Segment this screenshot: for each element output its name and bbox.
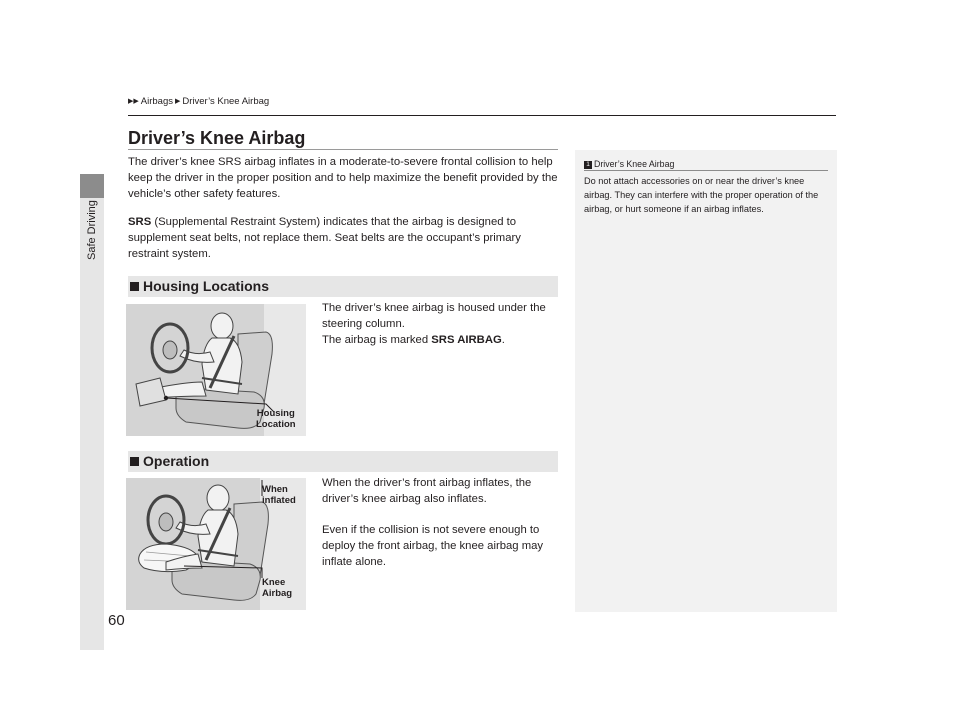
intro-paragraph: The driver’s knee SRS airbag inflates in a moderate-to-severe frontal collision to help keep the driver in the proper position and to help maximize the benefit provided by the vehicle’s other safety features. bbox=[128, 156, 558, 200]
breadcrumb bbox=[128, 96, 269, 107]
note-title bbox=[584, 159, 674, 169]
operation-text: When the driver’s front airbag inflates, the driver’s knee airbag also inflates. bbox=[322, 477, 532, 505]
housing-heading-text: Housing Locations bbox=[143, 278, 269, 294]
note-divider bbox=[584, 170, 828, 171]
srs-paragraph bbox=[128, 215, 560, 262]
title-divider bbox=[128, 149, 558, 150]
square-bullet-icon bbox=[130, 457, 139, 466]
note-body: Do not attach accessories on or near the driver’s knee airbag. They can interfere with the proper operation of the airbag, or hurt someone if an airbag inflates. bbox=[584, 176, 819, 214]
housing-section-heading bbox=[128, 276, 558, 297]
section-label: Safe Driving bbox=[86, 200, 98, 260]
when-inflated-callout: When inflated bbox=[262, 484, 296, 506]
housing-text: The driver’s knee airbag is housed under the steering column. bbox=[322, 302, 546, 330]
airbag-marking-text: The airbag is marked SRS AIRBAG. bbox=[322, 334, 505, 346]
section-tab-marker bbox=[80, 174, 104, 198]
page-number: 60 bbox=[108, 612, 125, 629]
breadcrumb-arrow-icon: ▶▶ bbox=[128, 98, 139, 105]
square-bullet-icon bbox=[130, 282, 139, 291]
breadcrumb-parent[interactable]: Airbags bbox=[140, 96, 173, 107]
srs-description: (Supplemental Restraint System) indicates that the airbag is designed to supplement seat belts, not replace them. Seat belts are the occupant’s primary restraint system. bbox=[128, 216, 521, 260]
note-number-badge: 1 bbox=[584, 161, 592, 169]
operation-alone-text: Even if the collision is not severe enough to deploy the front airbag, the knee airbag may inflate alone. bbox=[322, 524, 544, 568]
note-panel bbox=[575, 150, 837, 612]
note-title-text: Driver’s Knee Airbag bbox=[594, 159, 675, 169]
srs-term: SRS bbox=[128, 216, 152, 228]
breadcrumb-separator-icon: ▶ bbox=[175, 98, 181, 105]
knee-airbag-callout: Knee Airbag bbox=[262, 577, 293, 599]
page-title: Driver’s Knee Airbag bbox=[128, 128, 306, 148]
housing-location-callout: Housing Location bbox=[256, 408, 296, 430]
operation-heading-text: Operation bbox=[143, 453, 210, 469]
header-divider bbox=[128, 115, 836, 116]
breadcrumb-current: Driver’s Knee Airbag bbox=[182, 96, 270, 107]
airbag-marking-label: SRS AIRBAG bbox=[431, 334, 502, 346]
operation-section-heading bbox=[128, 451, 558, 472]
